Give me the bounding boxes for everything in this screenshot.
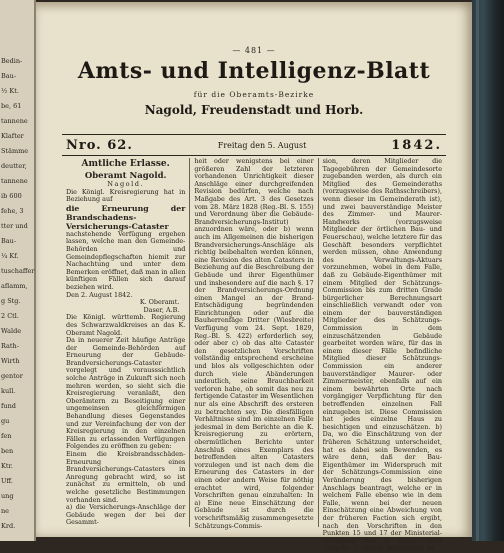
left-page-fragment: Rath- xyxy=(1,342,19,350)
masthead-regions: Nagold, Freudenstadt und Horb. xyxy=(144,103,364,117)
body-text: Die Königl. württemb. Regierung des Schwarzwaldkreises an das K. Oberamt Nagold. xyxy=(66,313,186,337)
column-2 xyxy=(189,157,317,530)
left-page-fragment: Walde xyxy=(1,327,22,335)
book-binding xyxy=(472,0,504,541)
signature-office: K. Oberamt. xyxy=(139,298,180,307)
body-text: nachstehende Verfügung ergehen lassen, welche man den Gemeinde-Behörden und Gemeindepflegschaften hiemit zur Nachachtung und unter dem Bemerken eröffnet, daß man in allen künftigen Fällen sich darauf beziehen wird. xyxy=(66,229,186,291)
left-page-fragment: aflamm, xyxy=(1,282,28,290)
left-page-fragment: gu xyxy=(1,417,10,425)
left-page-fragment: g Stg. xyxy=(1,297,21,305)
left-page-fragment: ¼ Kf. xyxy=(1,252,19,260)
column-3 xyxy=(318,157,446,553)
left-page-fragment: kull. xyxy=(1,387,16,395)
left-page-fragment: gentor xyxy=(1,372,23,380)
decree-heading: die Erneurung der Brandschadens-Versicherungs-Cataster xyxy=(66,203,186,231)
left-page-fragment: Ktr. xyxy=(1,462,13,470)
left-page-fragment: ne xyxy=(1,507,10,515)
section-heading: Amtliche Erlasse. xyxy=(81,159,170,169)
body-text: heit oder wenigstens bei einer größeren Zahl der letzteren vorhandenen Unrichtigkeit dieser Anschläge einer durchgreifenden Revision bedürfen, welche nach Maßgabe des Art. 3 des Gesetzes vom 28. März 1828 (Reg.-Bl. S. 155) und Verordnung über die Gebäude-Brandversicherungs-Institut) anzuordnen wäre, oder b) wenn auch im Allgemeinen die bisherigen Brandversicherungs-Anschläge als richtig beibehalten werden können, eine Revision des alten Catasters in Beziehung auf die Beschreibung der Gebäude und ihrer Eigenthümer und insbesondere auf die nach §. 17 der Brandversicherungs-Ordnung einen Mangel an der Brand-Entschädigung begründenden Einrichtungen oder auf die Bauherrenfäge Dritter (Wiesbreite) Verfügung vom 24. Sept. 1829, Reg.-Bl. S. 422) erforderlich sey, oder aber c) ob das alte Cataster den gesetzlichen Vorschriften vollständig entsprechend erscheine und blos als vollgeschichten oder durch viele Abänderungen undeutlich, seine Brauchbarkeit verloren habe, ob somit das neu zu fertigende Cataster im Wesentlichen nur als eine Abschrift des ersteren zu betrachten sey. Die diesfälligen Verhältnisse sind im einzelnen Falle jedesmal in dem Berichte an die K. Kreisregierung zu erörtern, obermütlichen Berichte unter Anschluß eines Exemplars des betreffenden alten Catasters vorzulegen und ist nach dem die Erneurung des Catasters in der einen oder andern Weise für nöthig erachtet wird, folgender Vorschriften genau einzuhalten: In a) Eine neue Einschätzung der Gebäude ist durch die vorschriftsmäßig zusammengesetzte Schätzungs-Commis- xyxy=(194,157,314,530)
agency-heading: Oberamt Nagold. xyxy=(84,171,167,181)
left-page-fragment: fen xyxy=(1,432,12,440)
masthead-subtitle: für die Oberamts-Bezirke xyxy=(193,90,315,99)
issue-bar xyxy=(62,134,446,156)
column-1 xyxy=(62,158,189,527)
place-line: Nagold. xyxy=(107,180,145,188)
left-facing-page xyxy=(0,0,36,541)
text-columns xyxy=(62,157,446,553)
date-line: Den 2. August 1842. xyxy=(66,290,133,299)
left-page-fragment: deutter, xyxy=(1,162,27,170)
left-page-fragment: fund xyxy=(1,402,16,410)
left-page-fragment: Uff. xyxy=(1,477,13,485)
left-page-fragment: be, 61 xyxy=(1,102,22,110)
masthead-title: Amts- und Intelligenz-Blatt xyxy=(77,58,431,84)
left-page-fragment: Wirth xyxy=(1,357,20,365)
left-page-fragment: fehe, 3 xyxy=(1,207,24,215)
left-page-fragment: Bau- xyxy=(1,237,17,245)
body-text: a) die Versicherungs-Anschläge der Gebäude wegen der bei der Gesammt- xyxy=(66,503,186,527)
left-page-fragment: Bau- xyxy=(1,72,17,80)
left-page-fragment: ung xyxy=(1,492,14,500)
left-page-fragment: ½ Kt. xyxy=(1,87,19,95)
page-number: — 481 — xyxy=(232,46,276,55)
left-page-fragment: tannene xyxy=(1,177,28,185)
issue-number: Nro. 62. xyxy=(66,137,133,153)
issue-date: Freitag den 5. August xyxy=(217,140,307,150)
issue-year: 1842. xyxy=(391,137,442,153)
left-page-fragment: ib 600 xyxy=(1,192,22,200)
left-page-fragment: Krd. xyxy=(1,522,16,530)
left-page-fragment: Klafter xyxy=(1,132,24,140)
left-page-fragment: tter und xyxy=(1,222,28,230)
left-page-fragment: Bedin- xyxy=(1,57,23,65)
left-page-fragment: Stämme xyxy=(1,147,29,155)
body-text: sion, deren Mitglieder die Tagegebühren der Gemeindesorte zugebanden werden, als durch ein Mitglied des Gemeinderaths (vorzugsweise des Rathsschreibers), wenn dieser im Gemeinderath ist), und zwei bauverständige Meister des Zimmer- und Maurer-Handwerks (vorzugsweise Mitglieder der örtlichen Bau- und Feuerschau), welche letztere für das Geschäft besonders verpflichtet werden müssen, ohne Anwendung des Verwaltungs-Aktuars vorzunehmen, wobei in dem Falle, daß zu Gebäude-Eigenthümer mit einem Mitglied der Schätzungs-Commission bis zum dritten Grade bürgerlicher Berechnungsart einschließlich verwandt oder von einem der bauverständigen Mitglieder des Schätzungs-Commission in dem einzuschätzenden Gebäude gearbeitet worden wäre, für das in einem dieser Fälle befindliche Mitglied dieser Schätzungs-Commission ein anderer bauverständiger Maurer- oder Zimmermeister, ebenfalls auf ein einem bewährten Orte nach vorgängiger Verpflichtung für den betreffenden einzelnen Fall einzugeben ist. Diese Commission hat jedes einzelne Haus zu besichtigen und einzuschätzen. b) Da, wo die Einschätzung von der früheren Schätzung unterscheidet, hat es dabei sein Bewenden, es wäre denn, daß der Bau-Eigenthümer im Widerspruch mit der Schätzungs-Commission eine Veränderung des bisherigen Anschlags beantragt, welche er in welchem Falle ebenso wie in dem Falle, wenn bei der neuen Einschätzung eine Abweichung von der früheren Faction sich ergibt, nach den Vorschriften in den Punkten 15 und 17 der Ministerial-Verfügung vom 2. Dezbr. 1830 (Reg.-Bl. S. 581) in Anwendung zu xyxy=(322,157,442,553)
intro-text: Die Königl. Kreisregierung hat in Beziehung auf xyxy=(66,187,186,204)
left-page-fragment: 2 Ctl. xyxy=(1,312,19,320)
body-text: Da in neuerer Zeit häufige Anträge der Gemeinde-Behörden auf Erneurung der Gebäude-Brandversicherungs-Cataster vorgelegt und vorausssichtlich solche Anträge in Zukunft sich noch mehren werden, so sieht sich die Kreisregierung veranlaßt, den Oberämtern zu Beseitigung einer ungemeinsen gleichförmigen Behandlung dieses Gegenstandes und zur Vereinfachung der von der Kreisregierung in den einzelnen Fällen zu erlassenden Verfügungen Folgendes zu eröffnen zu geben: xyxy=(66,336,186,451)
newspaper-page xyxy=(36,2,472,553)
left-page-fragment: ben xyxy=(1,447,14,455)
signature-name: Daser, A.B. xyxy=(143,305,180,314)
body-text: Einem die Kreisbrandsschäden-Erneurung eines Brandversicherungs-Catasters in Anregung gebracht wird, so ist zunächst zu ermitteln, ob und welche gesetzliche Bestimmungen vorhanden sind. xyxy=(66,450,186,504)
left-page-fragment: tannene xyxy=(1,117,28,125)
left-page-fragment: tuschaffer xyxy=(1,267,35,275)
